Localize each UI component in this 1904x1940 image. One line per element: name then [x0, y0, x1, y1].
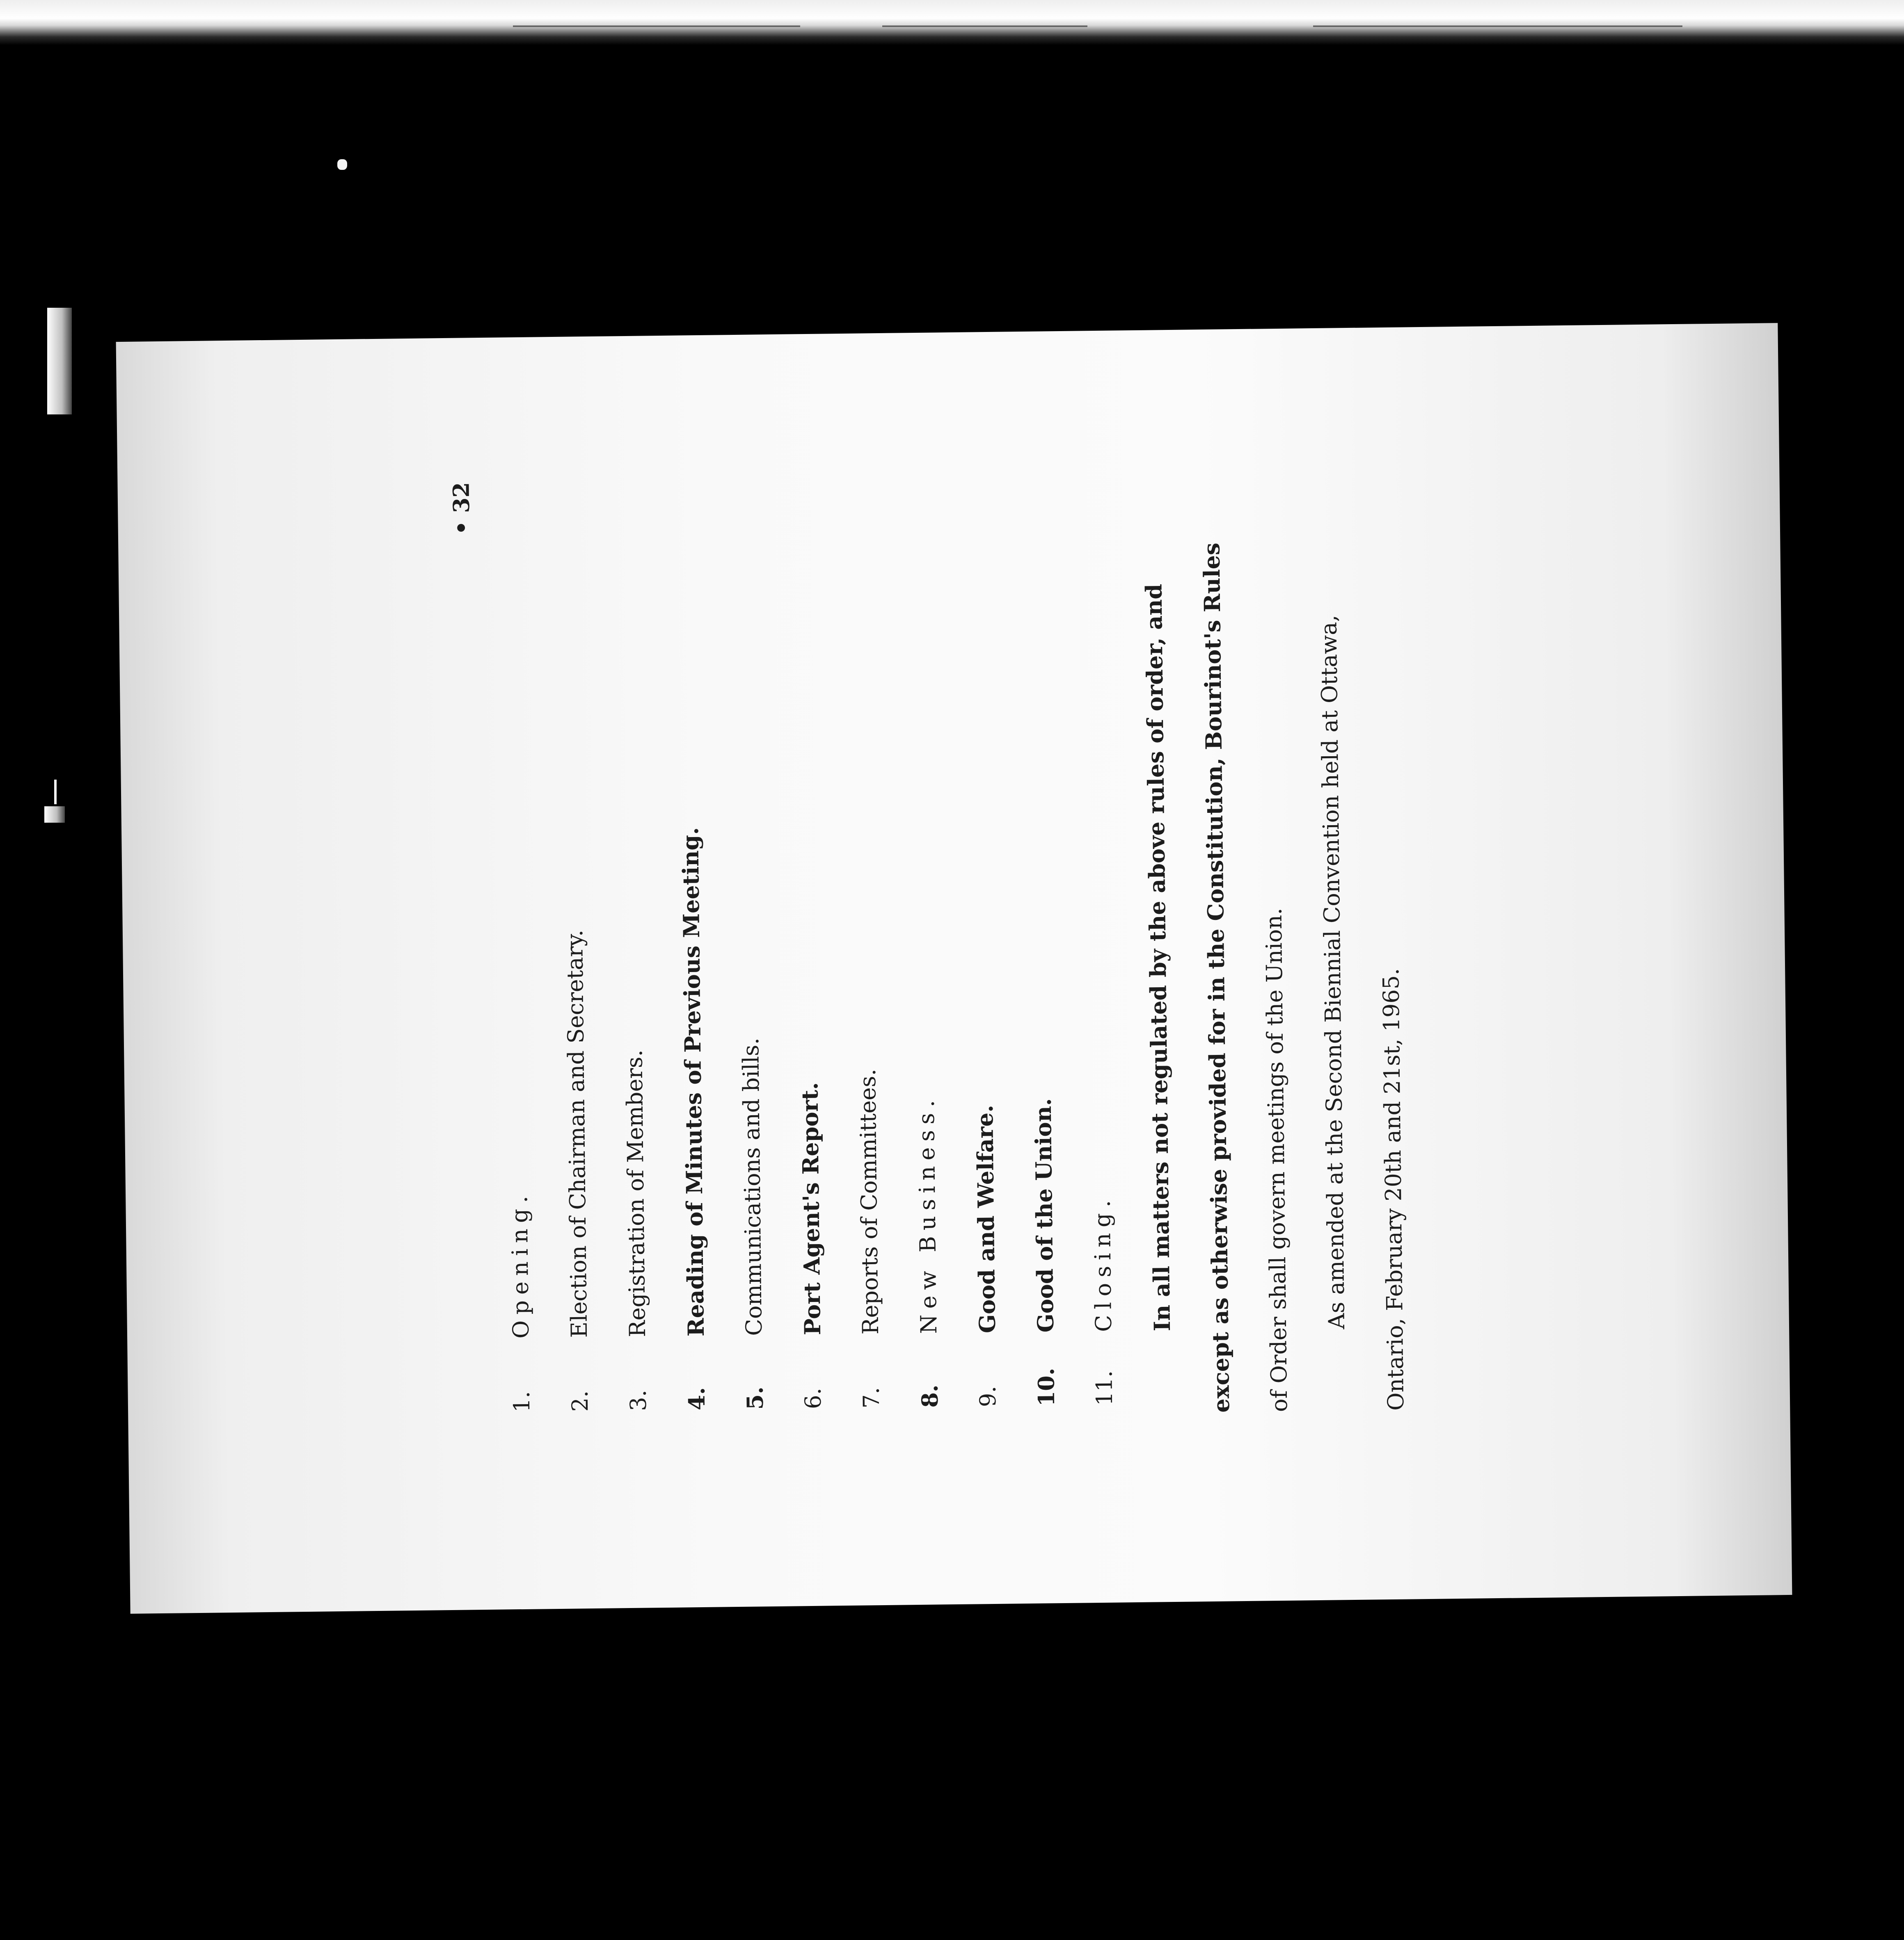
dust-speck — [54, 780, 57, 804]
agenda-item-good-union: Good of the Union. — [1030, 1098, 1059, 1333]
agenda-item-registration: Registration of Members. — [621, 1049, 651, 1338]
amended-paragraph-line: As amended at the Second Biennial Convention held at Ottawa, — [1316, 615, 1350, 1329]
film-top-edge — [0, 0, 1904, 45]
agenda-item-election: Election of Chairman and Secretary. — [561, 929, 593, 1338]
agenda-item-communications: Communications and bills. — [737, 1037, 767, 1336]
agenda-item-committees: Reports of Committees. — [854, 1068, 884, 1335]
film-edge-mark — [47, 308, 72, 414]
item-number: 7. — [858, 1387, 885, 1409]
item-number: 9. — [975, 1386, 1001, 1407]
item-number: 2. — [567, 1390, 593, 1412]
film-edge-mark — [44, 806, 65, 823]
film-scratch — [513, 25, 800, 27]
item-number: 4. — [683, 1387, 710, 1411]
item-number: 5. — [741, 1386, 769, 1410]
rules-paragraph-line: except as otherwise provided for in the Constitution, Bourinot's Rules — [1198, 542, 1235, 1413]
agenda-item-closing: Closing. — [1089, 1194, 1117, 1332]
amended-paragraph-line: Ontario, February 20th and 21st, 1965. — [1378, 968, 1409, 1411]
dust-speck — [337, 159, 347, 170]
item-number: 10. — [1033, 1368, 1060, 1407]
rules-paragraph-line: In all matters not regulated by the above rules of order, and — [1140, 583, 1176, 1331]
item-number: 6. — [800, 1388, 826, 1409]
item-number: 8. — [916, 1384, 943, 1408]
page-number: • 32 — [448, 482, 475, 535]
document-page — [116, 323, 1792, 1614]
agenda-item-good-welfare: Good and Welfare. — [971, 1105, 1001, 1334]
rules-paragraph-line: of Order shall govern meetings of the Union. — [1261, 908, 1293, 1412]
item-number: 11. — [1091, 1370, 1118, 1406]
film-scratch — [882, 25, 1087, 27]
item-number: 1. — [508, 1391, 535, 1413]
agenda-item-new-business: New Business. — [913, 1094, 942, 1334]
agenda-item-opening: Opening. — [506, 1190, 534, 1339]
agenda-item-port-agent: Port Agent's Report. — [796, 1082, 826, 1336]
agenda-item-minutes: Reading of Minutes of Previous Meeting. — [677, 827, 709, 1337]
film-scratch — [1313, 25, 1682, 27]
item-number: 3. — [625, 1389, 652, 1412]
